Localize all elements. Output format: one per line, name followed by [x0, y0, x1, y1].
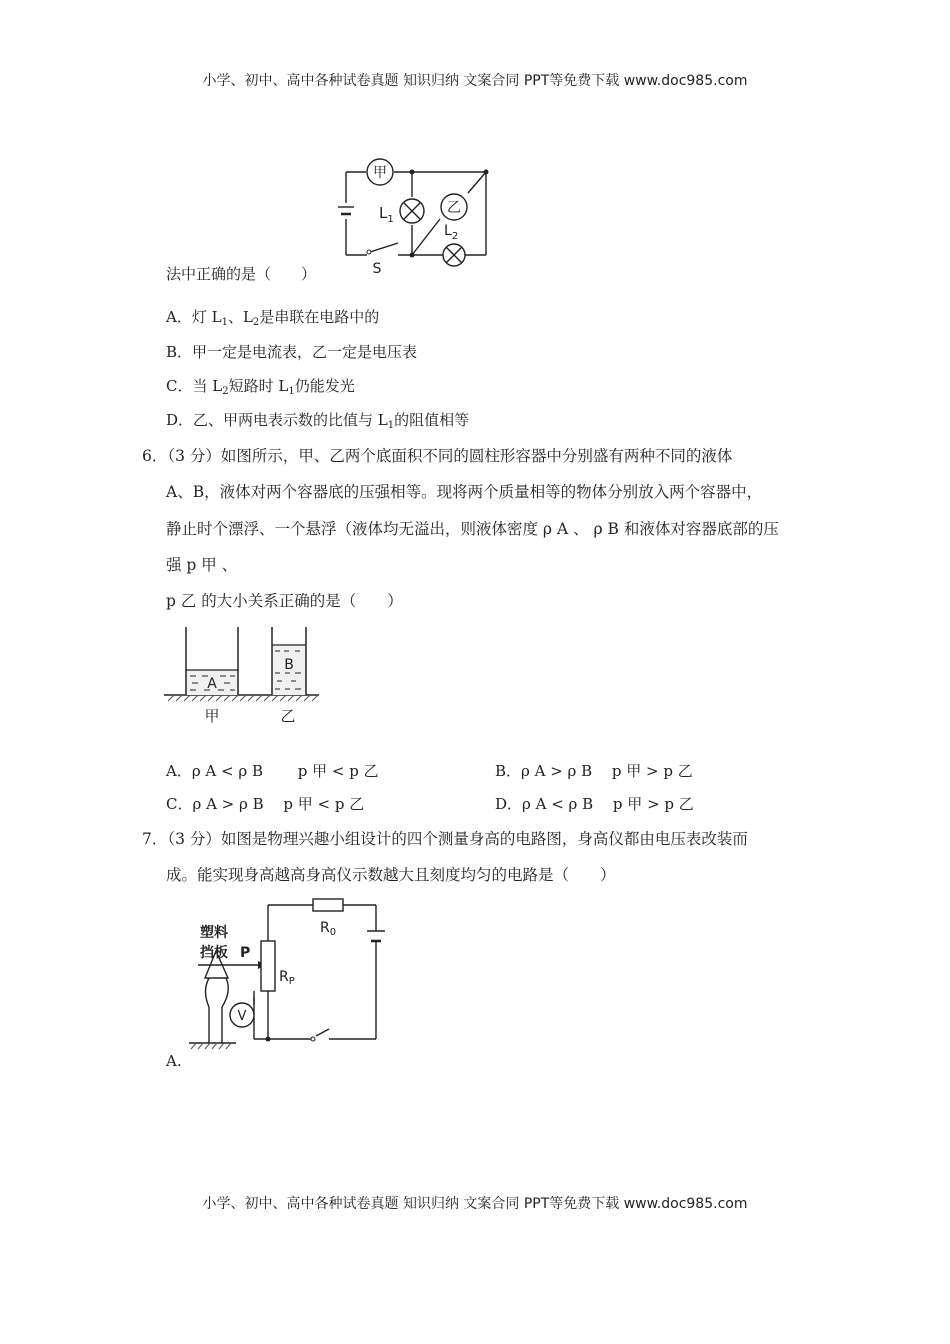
q6-line-2: A、B，液体对两个容器底的压强相等。现将两个质量相等的物体分别放入两个容器中，	[166, 483, 763, 501]
svg-text:L2	[444, 223, 458, 242]
lamp-l1-icon	[400, 199, 424, 223]
q5-option-b: B．甲一定是电流表，乙一定是电压表	[166, 343, 418, 361]
q5-option-d-sub1: 1	[387, 420, 395, 431]
liquid-b-label: B	[284, 657, 294, 673]
q5-option-c-post: 仍能发光	[294, 377, 355, 395]
q7-line-2: 成。能实现身高越高身高仪示数越大且刻度均匀的电路是（ ）	[166, 866, 616, 884]
slider-p-label: P	[240, 945, 251, 961]
q6-option-c: C．ρ A > ρ B p 甲 < p 乙	[166, 795, 365, 813]
page-footer: 小学、初中、高中各种试卷真题 知识归纳 文案合同 PPT等免费下载 www.doc985.com	[202, 1196, 748, 1212]
q6-line-3: 静止时个漂浮、一个悬浮（液体均无溢出，则液体密度 ρ A 、 ρ B 和液体对容器底部的压	[166, 520, 779, 538]
liquid-a-label: A	[207, 676, 217, 692]
q5-option-a	[166, 306, 379, 328]
q6-line-1: 6．（3 分）如图所示，甲、乙两个底面积不同的圆柱形容器中分别盛有两种不同的液体	[142, 447, 733, 465]
q5-option-a-post: 是串联在电路中的	[259, 308, 380, 326]
svg-text:RP	[279, 969, 295, 987]
q5-option-c-sub1: 2	[222, 386, 229, 397]
q5-option-a-sub1: 1	[221, 317, 228, 328]
q7-option-a-label: A.	[166, 1052, 182, 1070]
q6-option-a: A．ρ A < ρ B p 甲 < p 乙	[166, 762, 379, 780]
q5-option-c-pre: C．当 L	[166, 377, 223, 395]
page-header: 小学、初中、高中各种试卷真题 知识归纳 文案合同 PPT等免费下载 www.doc985.com	[202, 73, 748, 89]
q6-option-b: B．ρ A > ρ B p 甲 > p 乙	[495, 762, 693, 780]
q5-option-d-pre: D．乙、甲两电表示数的比值与 L	[166, 411, 388, 429]
q6-option-d: D．ρ A < ρ B p 甲 > p 乙	[495, 795, 694, 813]
svg-text:L1	[379, 204, 394, 225]
lamp-l2-icon	[443, 244, 465, 266]
resistor-r0-symbol	[313, 899, 343, 911]
q5-option-a-mid: 、L	[227, 308, 253, 326]
lamp-l1-label: L	[379, 204, 388, 222]
q5-option-c-sub2: 1	[288, 386, 295, 397]
q6-line-4: 强 p 甲 、	[166, 556, 238, 574]
plastic-plate-label-2: 挡板	[200, 945, 228, 961]
rheostat-rp-symbol	[261, 941, 275, 991]
q5-option-a-sub2: 2	[252, 317, 260, 328]
resistor-r0-label: R	[320, 920, 330, 936]
q6-line-5: p 乙 的大小关系正确的是（ ）	[166, 592, 403, 610]
rheostat-rp-subscript: P	[288, 976, 295, 987]
container-yi-label: 乙	[280, 707, 296, 725]
q5-option-c-mid: 短路时 L	[228, 377, 289, 395]
meter-jia-label: 甲	[373, 165, 387, 181]
lamp-l2-subscript: 2	[451, 231, 459, 242]
rheostat-rp-label: R	[279, 969, 289, 985]
plastic-plate-label-1: 塑料	[200, 925, 228, 941]
q5-option-d-post: 的阻值相等	[394, 411, 470, 429]
q5-stem-tail: 法中正确的是（ ）	[166, 265, 317, 283]
container-jia-label: 甲	[204, 707, 220, 725]
q5-circuit-diagram	[330, 155, 500, 280]
svg-text:R0	[320, 920, 336, 938]
q7-line-1: 7．（3 分）如图是物理兴趣小组设计的四个测量身高的电路图，身高仪都由电压表改装而	[142, 830, 748, 848]
q5-option-c	[166, 375, 355, 397]
q5-option-d	[166, 409, 469, 431]
q5-option-a-pre: A．灯 L	[166, 308, 222, 326]
meter-yi-label: 乙	[447, 200, 461, 216]
switch-s-label: S	[372, 261, 382, 277]
lamp-l1-subscript: 1	[387, 214, 394, 225]
resistor-r0-subscript: 0	[329, 927, 337, 938]
q7-option-a-circuit	[186, 895, 386, 1060]
lamp-l2-label: L	[444, 223, 452, 239]
q6-containers-diagram	[164, 625, 324, 730]
voltmeter-label: V	[237, 1009, 247, 1024]
